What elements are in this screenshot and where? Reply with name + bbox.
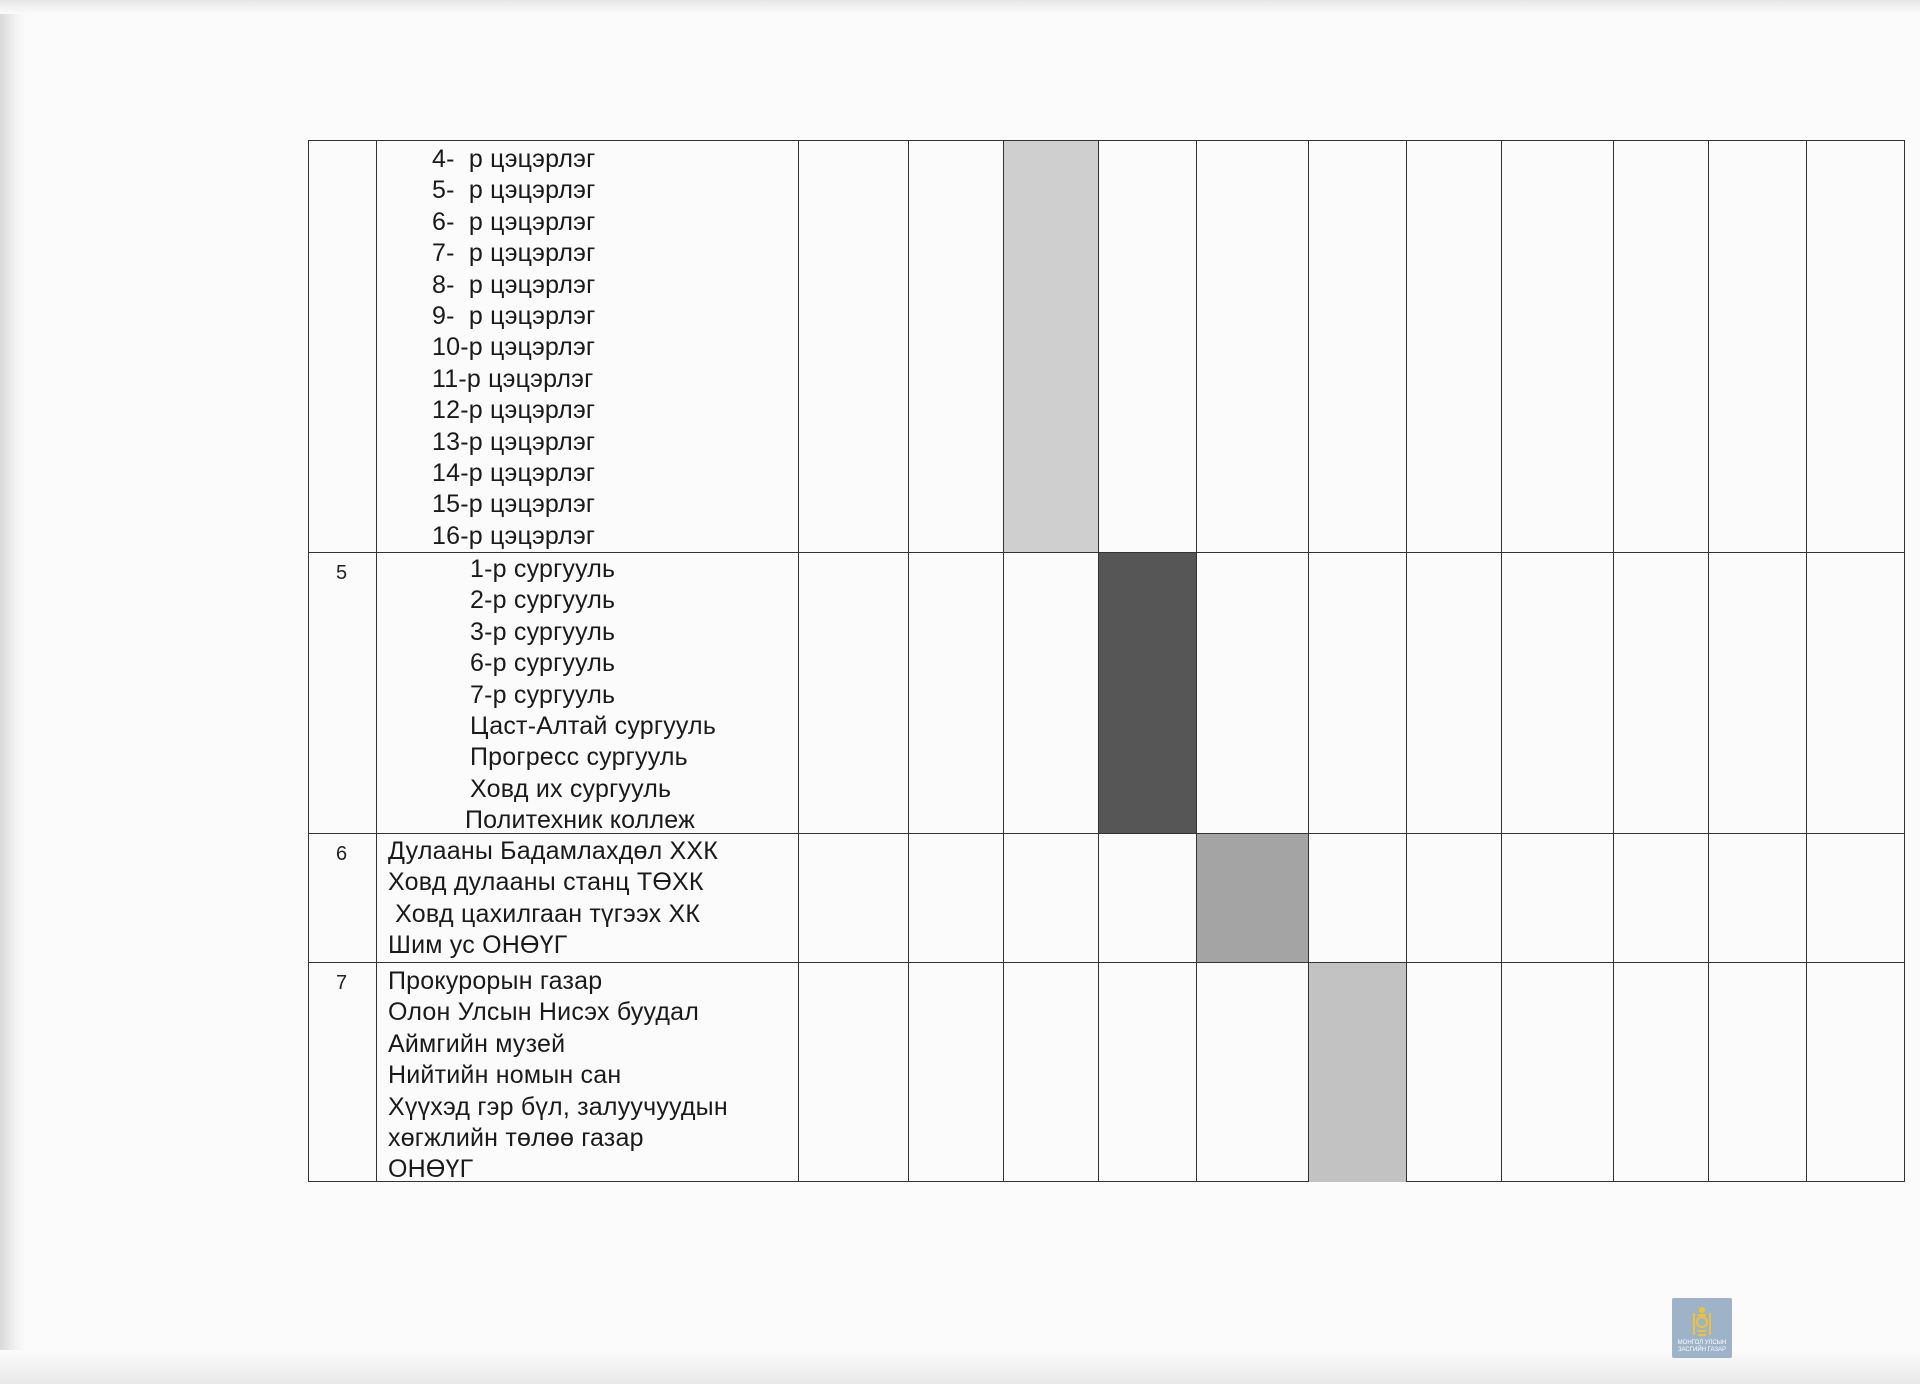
organization-name: 16-р цэцэрлэг (432, 521, 596, 550)
organization-name: Аймгийн музей (388, 1029, 566, 1058)
table-cell (1098, 833, 1196, 962)
scan-edge-bottom (0, 1350, 1920, 1384)
organization-name: Ховд их сургууль (470, 774, 672, 803)
table-cell (1406, 833, 1501, 962)
organization-name: 15-р цэцэрлэг (432, 490, 596, 519)
table-cell (1196, 140, 1308, 552)
organization-name: 14-р цэцэрлэг (432, 459, 596, 487)
table-cell (1003, 552, 1098, 833)
organization-name: 11-р цэцэрлэг (432, 364, 594, 393)
organization-name: 13-р цэцэрлэг (432, 427, 596, 456)
organization-name: Хүүхэд гэр бүл, залуучуудын (388, 1092, 728, 1121)
table-cell (1308, 833, 1406, 962)
table-cell (798, 552, 908, 833)
table-cell (1613, 140, 1708, 552)
table-cell (1308, 552, 1406, 833)
table-cell (1308, 140, 1406, 552)
organization-name: Прокурорын газар (388, 967, 603, 995)
table-cell (1501, 552, 1613, 833)
table-cell (1806, 552, 1905, 833)
row-number: 7 (336, 972, 348, 994)
soyombo-emblem-icon (1687, 1304, 1717, 1338)
organization-name: 10-р цэцэрлэг (432, 333, 596, 362)
organization-name: 12-р цэцэрлэг (432, 396, 596, 425)
scan-edge-top (0, 0, 1920, 14)
table-cell (1098, 962, 1196, 1182)
table-cell (308, 140, 376, 552)
schedule-table (308, 140, 1905, 1182)
table-cell (908, 833, 1003, 962)
table-cell (908, 962, 1003, 1182)
organization-name: 6-р сургууль (470, 649, 616, 678)
table-cell (1708, 833, 1806, 962)
table-cell (798, 140, 908, 552)
organization-name: ОНӨҮГ (388, 1155, 474, 1184)
row-number: 5 (336, 562, 348, 584)
table-cell (1003, 962, 1098, 1182)
table-cell (1098, 140, 1196, 552)
table-cell (1501, 833, 1613, 962)
table-cell (1708, 552, 1806, 833)
table-cell (308, 552, 376, 833)
logo-caption (1672, 1340, 1732, 1354)
table-cell (1613, 833, 1708, 962)
organization-name: Ховд дулааны станц ТӨХК (388, 868, 704, 897)
table-cell (908, 552, 1003, 833)
organization-name: 2-р сургууль (470, 586, 616, 615)
organization-name: 1-р сургууль (470, 555, 616, 583)
table-cell (1806, 962, 1905, 1182)
organization-name: Олон Улсын Нисэх буудал (388, 998, 700, 1027)
organization-name: 7-р сургууль (470, 680, 616, 709)
organization-name: Шим ус ОНӨҮГ (388, 931, 568, 960)
organization-name: 8- р цэцэрлэг (432, 270, 596, 299)
government-logo (1672, 1298, 1732, 1358)
organization-name: Цаст-Алтай сургууль (470, 712, 717, 740)
organization-name: 4- р цэцэрлэг (432, 145, 596, 173)
table-cell (1196, 962, 1308, 1182)
logo-caption-line-2: ЗАСГИЙН ГАЗАР (1677, 1347, 1727, 1353)
table-cell (1003, 833, 1098, 962)
organization-name: 3-р сургууль (470, 617, 616, 646)
table-cell (1406, 552, 1501, 833)
organization-name: 7- р цэцэрлэг (432, 239, 596, 268)
table-cell (908, 140, 1003, 552)
organization-name: Дулааны Бадамлахдөл ХХК (388, 837, 719, 865)
shaded-schedule-cell (1098, 552, 1196, 833)
organization-name: Нийтийн номын сан (388, 1061, 622, 1090)
table-cell (308, 962, 376, 1182)
shaded-schedule-cell (1308, 962, 1406, 1182)
table-cell (1406, 962, 1501, 1182)
table-cell (798, 962, 908, 1182)
table-cell (1613, 962, 1708, 1182)
organization-name: 9- р цэцэрлэг (432, 302, 596, 330)
organization-name: Прогресс сургууль (470, 743, 688, 772)
table-cell (1806, 833, 1905, 962)
row-number: 6 (336, 843, 348, 865)
table-cell (1708, 962, 1806, 1182)
table-cell (798, 833, 908, 962)
scan-edge-left (0, 0, 26, 1384)
table-cell (1613, 552, 1708, 833)
organization-name: 5- р цэцэрлэг (432, 176, 596, 205)
logo-caption-line-1: МОНГОЛ УЛСЫН (1677, 1340, 1727, 1346)
shaded-schedule-cell (1003, 140, 1098, 552)
organization-name: хөгжлийн төлөө газар (388, 1124, 644, 1152)
organization-name: 6- р цэцэрлэг (432, 207, 596, 236)
table-cell (1196, 552, 1308, 833)
table-cell (1406, 140, 1501, 552)
organization-name: Ховд цахилгаан түгээх ХК (388, 899, 701, 928)
table-cell (1501, 962, 1613, 1182)
table-cell (1708, 140, 1806, 552)
organization-name: Политехник коллеж (465, 806, 696, 835)
shaded-schedule-cell (1196, 833, 1308, 962)
table-cell (1806, 140, 1905, 552)
table-cell (1501, 140, 1613, 552)
